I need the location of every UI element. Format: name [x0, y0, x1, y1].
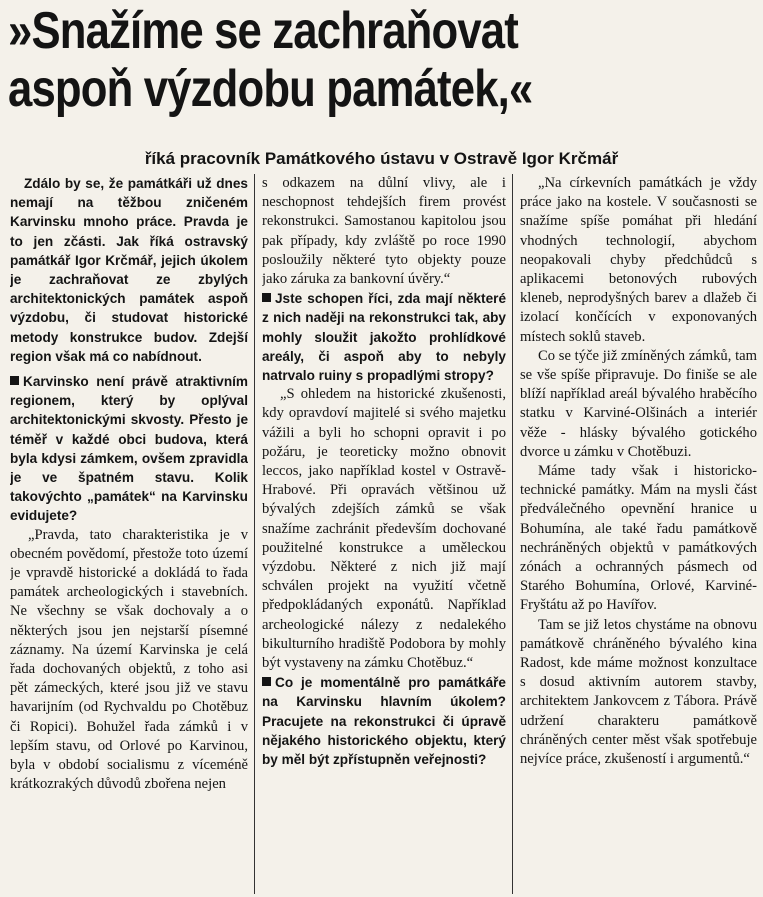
- square-bullet-icon: [262, 677, 271, 686]
- question-2: [262, 289, 506, 385]
- answer-2: „S ohledem na historické zkušenosti, kdy opravdoví majitelé si svého majetku vážili a byli ho schopni opravit i po požáru, je teoreticky možno obnovit leccos, jako například kostel v Ostravě-Hrabové. Při opravách většinou už bývalých zdejších zámků se však snažíme zachránit především dochované použitelné konstrukce a uměleckou výzdobu. Některé z nich již mají schválen projekt na využití včetně předpokládaných exponátů. Například archeologické nálezy z nedalekého bikulturního hradiště Podobora by mohly být vystaveny na zámku Chotěbuz.“: [262, 386, 506, 672]
- answer-3-paragraph-3: Máme tady však i historicko-technické památky. Mám na mysli část předválečného opevnění hranice u Bohumína, ale také řadu památkově nechráněných objektů v památkových zónách a ochranných pásmech od Starého Bohumína, Orlové, Karviné-Fryštátu až po Havířov.: [520, 463, 757, 614]
- answer-3-paragraph-1: „Na církevních památkách je vždy práce jako na kostele. V současnosti se snažíme spíše pomáhat při hledání vhodných technologií, abychom neopakovali chyby předchůdců s aplikacemi betonových rubových kleneb, neprodyšných barev a dlažeb či izolací končících v exponovaných místech soklů staveb.: [520, 175, 757, 345]
- column-3: [520, 174, 757, 897]
- column-2: [262, 174, 506, 897]
- question-3-text: Co je momentálně pro památkáře na Karvinsku hlavním úkolem? Pracujete na rekonstrukci či úpravě nějakého historického objektu, který by měl být zpřístupněn veřejnosti?: [262, 675, 506, 768]
- square-bullet-icon: [10, 376, 19, 385]
- headline-line-2: aspoň výzdobu památek,«: [8, 60, 533, 118]
- answer-1-continued: s odkazem na důlní vlivy, ale i neschopnost tehdejších firem provést rekonstrukci. Samostanou kapitolou jsou pak případy, kdy zvláště po roce 1990 posloužily některé tyto objekty pouze jako záruka za bankovní úvěry.“: [262, 175, 506, 288]
- column-divider: [254, 174, 255, 894]
- answer-3-paragraph-2: Co se týče již zmíněných zámků, tam se vše spíše připravuje. Do finiše se ale blíží například areál bývalého hraběcího statku v Karviné-Olšinách a interiér věže - hlásky bývalého gotického dvorce u zámku v Chotěbuzi.: [520, 347, 757, 460]
- column-divider: [512, 174, 513, 894]
- answer-1: „Pravda, tato charakteristika je v obecném povědomí, přestože toto území je vpravdě historické a dokládá to řada památek archeologických i stavebních. Ne všechny se však dochovaly a o některých jsou jen nejstarší písemné záznamy. Na území Karvinska je celá řada dochovaných objektů, z toho asi pět zámeckých, které jsou již ve stavu havarijním (od Rychvaldu po Chotěbuz či Ropici). Bohužel řada zámků i v lepším stavu, od Orlové po Karvinou, byla v období socialismu z víceméně krátkozrakých důvodů zbořena nejen: [10, 526, 248, 793]
- subheadline: říká pracovník Památkového ústavu v Ostravě Igor Krčmář: [144, 149, 619, 168]
- column-1: [10, 174, 248, 897]
- question-1: [10, 372, 248, 526]
- headline: [8, 2, 638, 118]
- question-2-text: Jste schopen říci, zda mají některé z nich naději na rekonstrukci tak, aby mohly sloužit jakožto prohlídkové areály, či aspoň aby to nebyly natrvalo ruiny s propadlými stropy?: [262, 291, 506, 384]
- question-1-text: Karvinsko není právě atraktivním regionem, který by oplýval architektonickými skvosty. Přesto je téměř v každé obci budova, která byla kdysi zámkem, ovšem zpravidla je ve špatném stavu. Kolik takovýchto „památek“ na Karvinsku evidujete?: [10, 374, 248, 524]
- answer-3-paragraph-4: Tam se již letos chystáme na obnovu památkově chráněného bývalého kina Radost, kde máme možnost konzultace s dosud aktivním autorem stavby, architektem Jankovcem z Tábora. Právě udržení charakteru památkově chráněných center měst však spotřebuje nejvíce práce, zkušeností i argumentů.“: [520, 616, 757, 768]
- headline-line-1: »Snažíme se zachraňovat: [8, 2, 518, 60]
- question-3: [262, 673, 506, 769]
- square-bullet-icon: [262, 293, 271, 302]
- lead-paragraph: Zdálo by se, že památkáři už dnes nemají na těžbou zničeném Karvinsku mnoho práce. Pravda je to jen zčásti. Jak říká ostravský památkář Igor Krčmář, jejich úkolem je zachraňovat ze zbylých architektonických památek aspoň výzdobu, či studovat historické metody konstrukce budov. Zdejší region však má co nabídnout.: [10, 176, 248, 364]
